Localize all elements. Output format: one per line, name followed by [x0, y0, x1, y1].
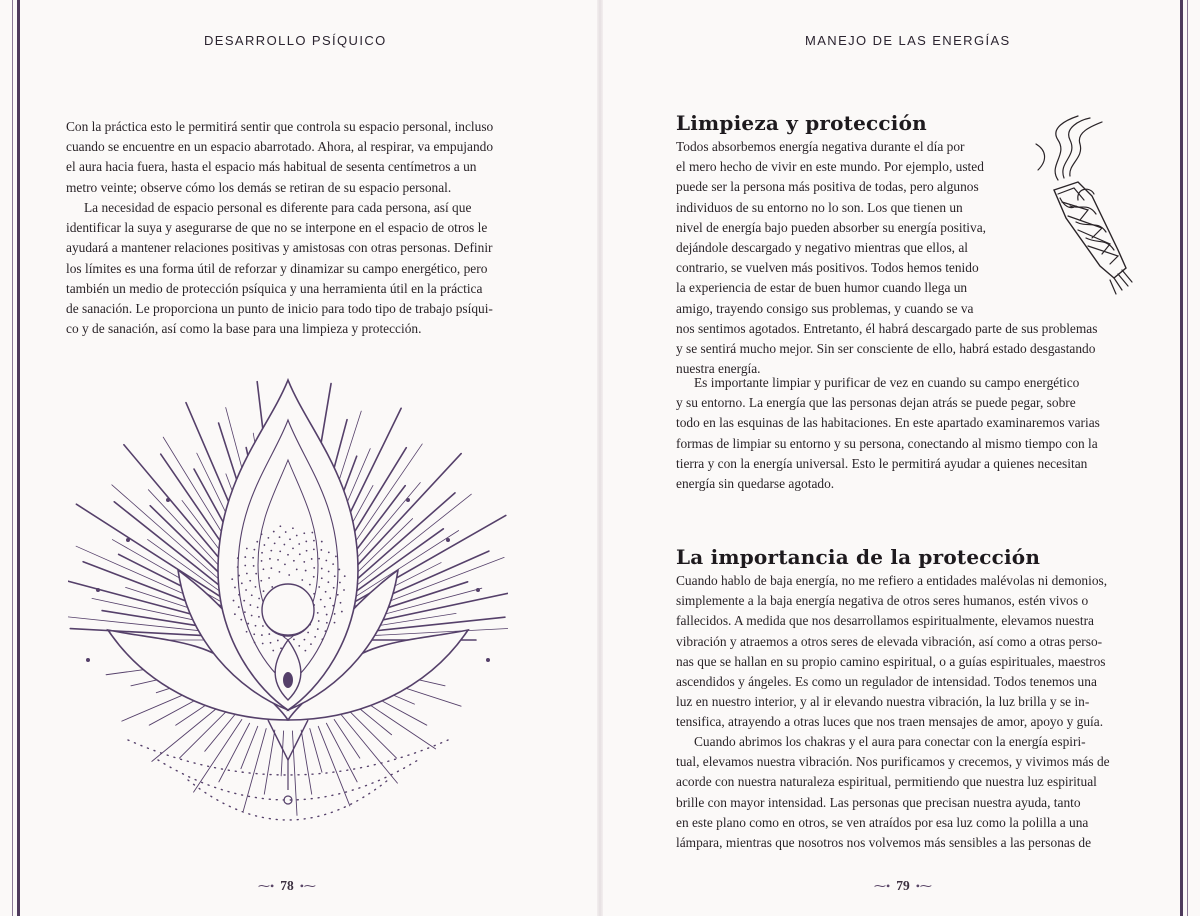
stipple-dot — [279, 525, 281, 527]
stipple-dot — [321, 541, 323, 543]
ray — [205, 715, 235, 751]
stipple-dot — [240, 619, 242, 621]
ray — [326, 723, 357, 782]
text-line: dejándole descargado y negativo mientras que ellos, al — [676, 240, 969, 256]
stipple-dot — [321, 568, 323, 570]
text-line: identificar la suya y asegurarse de que no se interpone en el espacio de otros le — [66, 220, 488, 236]
stipple-dot — [320, 599, 322, 601]
page-number — [258, 878, 316, 894]
stipple-dot — [313, 548, 315, 550]
text-line: y se sentirá mucho mejor. Sin ser consciente de ello, habrá estado desgastando — [676, 341, 1096, 357]
stipple-dot — [244, 556, 246, 558]
stipple-dot — [304, 650, 306, 652]
ray — [281, 731, 283, 776]
text-line: ayudará a mantener relaciones positivas y amistosas con otras personas. Definir — [66, 240, 493, 256]
star-dot — [166, 498, 170, 502]
stipple-dot — [344, 575, 346, 577]
text-line: amigo, trayendo consigo sus problemas, y cuando se va — [676, 300, 974, 316]
stipple-dot — [270, 567, 272, 569]
stipple-dot — [332, 563, 334, 565]
stipple-dot — [293, 560, 295, 562]
text-line: brille con mayor intensidad. Las personas que precisan nuestra ayuda, tanto — [676, 794, 1081, 810]
stipple-dot — [332, 605, 334, 607]
gem-core — [283, 672, 293, 688]
text-line: energía sin quedarse agotado. — [676, 476, 835, 492]
text-line: Todos absorbemos energía negativa durante el día por — [676, 139, 965, 154]
stipple-dot — [263, 568, 265, 570]
text-line: de sanación. Le proporciona un punto de inicio para todo tipo de trabajo psíqui- — [66, 301, 493, 317]
star-dot — [476, 588, 480, 592]
ray — [152, 704, 222, 761]
stipple-dot — [340, 602, 342, 604]
stipple-dot — [234, 587, 236, 589]
stipple-dot — [253, 633, 255, 635]
text-line: lámpara, mientras que nosotros nos volvemos más sensibles a las personas de — [676, 835, 1092, 851]
text-line: cuando se encuentre en un espacio abarrotado. Ahora, al respirar, va empujando — [66, 139, 494, 155]
paragraph — [66, 117, 530, 198]
stipple-dot — [326, 622, 328, 624]
stipple-dot — [238, 594, 240, 596]
stipple-dot — [292, 547, 294, 549]
stipple-dot — [257, 606, 259, 608]
stipple-dot — [255, 625, 257, 627]
stipple-dot — [334, 575, 336, 577]
stipple-dot — [268, 577, 270, 579]
ray — [344, 494, 472, 595]
stipple-dot — [271, 586, 273, 588]
stipple-dot — [246, 573, 248, 575]
text-line: metro veinte; observe cómo los demás se retiran de su espacio personal. — [66, 179, 452, 195]
text-line: puede ser la persona más positiva de todas, pero algunos — [676, 179, 979, 195]
stipple-dot — [301, 579, 303, 581]
stipple-dot — [292, 527, 294, 529]
right-page — [600, 0, 1200, 916]
stipple-dot — [260, 580, 262, 582]
stipple-dot — [303, 532, 305, 534]
text-line: nas que se hallan en su propio camino espiritual, o a guías espirituales, maestros — [676, 653, 1106, 669]
stipple-dot — [245, 589, 247, 591]
page-border — [1180, 0, 1183, 916]
stipple-dot — [279, 571, 281, 573]
ray — [70, 629, 218, 637]
stipple-dot — [313, 567, 315, 569]
star-dot — [486, 658, 490, 662]
text-line: tierra y con la energía universal. Esto le permitirá ayudar a quienes necesitan — [676, 455, 1088, 471]
text-line: co y de sanación, así como la base para una limpieza y protección. — [66, 321, 422, 337]
stipple-dot — [306, 550, 308, 552]
text-line: acorde con nuestra naturaleza espiritual, permitiendo que nuestra luz espiritual — [676, 774, 1097, 790]
stipple-dot — [317, 628, 319, 630]
stipple-dot — [269, 558, 271, 560]
text-line: vibración y atraemos a otros seres de elevada vibración, así como a otras perso- — [676, 633, 1103, 649]
stipple-dot — [277, 559, 279, 561]
stipple-dot — [263, 590, 265, 592]
section-heading: La importancia de la protección — [676, 545, 1041, 569]
stipple-dot — [321, 577, 323, 579]
stipple-dot — [255, 573, 257, 575]
stipple-dot — [258, 616, 260, 618]
stipple-dot — [283, 544, 285, 546]
text-line: el mero hecho de vivir en este mundo. Por ejemplo, usted — [676, 159, 984, 175]
text-line: tensifica, atrayendo a otras luces que nos traen mensajes de amor, apoyo y guía. — [676, 714, 1104, 730]
stipple-dot — [337, 594, 339, 596]
ray — [358, 628, 508, 636]
text-line: Cuando hablo de baja energía, no me refiero a entidades malévolas ni demonios, — [676, 573, 1108, 588]
text-line: los límites es una forma útil de reforzar y dinamizar su campo energético, pero — [66, 260, 488, 276]
stipple-dot — [303, 561, 305, 563]
stipple-dot — [244, 565, 246, 567]
stipple-dot — [318, 558, 320, 560]
stipple-dot — [237, 557, 239, 559]
stipple-dot — [321, 638, 323, 640]
page-number — [874, 878, 932, 894]
stipple-dot — [262, 643, 264, 645]
stipple-dot — [334, 622, 336, 624]
stipple-dot — [338, 569, 340, 571]
stipple-dot — [293, 639, 295, 641]
stipple-dot — [267, 537, 269, 539]
ornament-icon: ⁓• — [258, 878, 275, 893]
stipple-dot — [335, 556, 337, 558]
stipple-dot — [313, 576, 315, 578]
sage-bundle-illustration — [1018, 110, 1138, 300]
stipple-dot — [250, 604, 252, 606]
stipple-dot — [334, 613, 336, 615]
page-border-thin — [12, 0, 13, 916]
paragraph — [676, 732, 1132, 853]
stipple-dot — [317, 612, 319, 614]
stipple-dot — [246, 548, 248, 550]
text-line: contrario, se vuelven más positivos. Todos hemos tenido — [676, 260, 979, 276]
ornament-icon: ⁓• — [874, 878, 891, 893]
ray — [301, 730, 312, 794]
text-line: tual, elevamos nuestra vibración. Nos purificamos y crecemos, y vivimos más de — [676, 754, 1110, 770]
text-line: Cuando abrimos los chakras y el aura para conectar con la energía espiri- — [694, 734, 1086, 749]
stipple-dot — [299, 553, 301, 555]
stipple-dot — [318, 620, 320, 622]
stipple-dot — [296, 535, 298, 537]
stipple-dot — [233, 600, 235, 602]
stipple-dot — [251, 615, 253, 617]
stipple-dot — [254, 642, 256, 644]
running-head: MANEJO DE LAS ENERGÍAS — [805, 33, 1011, 48]
stipple-dot — [289, 538, 291, 540]
stipple-dot — [325, 591, 327, 593]
stipple-dot — [329, 597, 331, 599]
text-line: Con la práctica esto le permitirá sentir que controla su espacio personal, incluso — [66, 119, 494, 134]
stipple-dot — [328, 551, 330, 553]
stipple-dot — [343, 589, 345, 591]
paragraph — [676, 373, 1132, 494]
stipple-dot — [241, 582, 243, 584]
stipple-dot — [305, 541, 307, 543]
stipple-dot — [324, 606, 326, 608]
text-line: simplemente a la baja energía negativa de otros seres humanos, estén vivos o — [676, 593, 1089, 609]
folio-number: 78 — [280, 878, 294, 893]
stipple-dot — [261, 634, 263, 636]
stipple-dot — [261, 560, 263, 562]
stipple-dot — [274, 542, 276, 544]
stipple-dot — [256, 541, 258, 543]
text-line: individuos de su entorno no lo son. Los que tienen un — [676, 199, 963, 215]
stipple-dot — [288, 574, 290, 576]
stipple-dot — [234, 613, 236, 615]
stipple-dot — [313, 540, 315, 542]
stipple-dot — [231, 578, 233, 580]
paragraph — [66, 198, 530, 339]
stipple-dot — [279, 536, 281, 538]
text-line: en este plano como en otros, se ven atraídos por esa luz como la polilla a una — [676, 814, 1089, 830]
stipple-dot — [277, 640, 279, 642]
stipple-dot — [246, 631, 248, 633]
stipple-dot — [244, 611, 246, 613]
stipple-dot — [309, 584, 311, 586]
stipple-dot — [238, 606, 240, 608]
ornament-icon: •⁓ — [915, 878, 932, 893]
stipple-dot — [237, 566, 239, 568]
stipple-dot — [284, 563, 286, 565]
stipple-dot — [314, 636, 316, 638]
text-line: todo en las esquinas de las habitaciones. En este apartado examinaremos varias — [676, 415, 1100, 431]
stipple-dot — [298, 543, 300, 545]
stipple-dot — [249, 580, 251, 582]
stipple-dot — [298, 645, 300, 647]
ray — [264, 730, 275, 794]
stipple-dot — [272, 650, 274, 652]
stipple-dot — [253, 549, 255, 551]
text-line: luz en nuestro interior, y al ir elevando nuestra vibración, la luz brilla y se in- — [676, 694, 1090, 710]
stipple-dot — [270, 642, 272, 644]
star-dot — [86, 658, 90, 662]
ray — [310, 729, 322, 773]
ornament-icon: •⁓ — [299, 878, 316, 893]
stipple-dot — [328, 571, 330, 573]
stipple-dot — [320, 549, 322, 551]
star-dot — [126, 538, 130, 542]
text-line: y su entorno. La energía que las personas dejan atrás se puede pegar, sobre — [676, 395, 1076, 411]
text-line: fallecidos. A medida que nos desarrollamos espiritualmente, elevamos nuestra — [676, 613, 1094, 629]
section-heading: Limpieza y protección — [676, 111, 927, 135]
text-line: La necesidad de espacio personal es diferente para cada persona, así que — [84, 200, 472, 215]
stipple-dot — [243, 600, 245, 602]
diamond — [268, 720, 308, 760]
stipple-dot — [327, 581, 329, 583]
stipple-dot — [325, 560, 327, 562]
stipple-dot — [313, 593, 315, 595]
stipple-dot — [318, 586, 320, 588]
stipple-dot — [339, 582, 341, 584]
stipple-dot — [273, 531, 275, 533]
stipple-dot — [252, 557, 254, 559]
stipple-dot — [262, 625, 264, 627]
stipple-dot — [325, 630, 327, 632]
stipple-dot — [279, 550, 281, 552]
running-head: DESARROLLO PSÍQUICO — [204, 33, 387, 48]
page-border-thin — [1187, 0, 1188, 916]
text-line: también un medio de protección psíquica y una herramienta útil en la práctica — [66, 280, 483, 296]
stipple-dot — [311, 558, 313, 560]
stipple-dot — [341, 611, 343, 613]
folio-number: 79 — [896, 878, 910, 893]
stipple-dot — [255, 586, 257, 588]
stipple-dot — [261, 533, 263, 535]
ray — [334, 720, 360, 759]
stipple-dot — [296, 569, 298, 571]
ray — [194, 720, 242, 793]
stipple-dot — [253, 565, 255, 567]
stipple-dot — [258, 598, 260, 600]
star-dot — [446, 538, 450, 542]
ray — [219, 723, 250, 782]
star-dot — [406, 498, 410, 502]
stipple-dot — [326, 614, 328, 616]
text-line: nivel de energía bajo pueden absorber su energía positiva, — [676, 219, 986, 235]
stipple-dot — [311, 532, 313, 534]
lotus-mandala-illustration — [68, 340, 508, 840]
stipple-dot — [264, 544, 266, 546]
text-line: ascendidos y ángeles. Es como un regulador de intensidad. Todos tenemos una — [676, 674, 1097, 690]
text-line: nos sentimos agotados. Entretanto, él habrá descargado parte de sus problemas — [676, 320, 1098, 336]
stipple-dot — [287, 554, 289, 556]
stipple-dot — [247, 623, 249, 625]
text-line: formas de limpiar su entorno y su persona, conectando al mismo tiempo con la — [676, 435, 1098, 451]
stipple-dot — [285, 531, 287, 533]
stipple-dot — [304, 639, 306, 641]
text-line: la experiencia de estar de buen humor cuando llega un — [676, 280, 968, 296]
text-line: nuestra energía. — [676, 361, 761, 377]
stipple-dot — [251, 594, 253, 596]
text-line: Es importante limpiar y purificar de vez en cuando su campo energético — [694, 375, 1080, 390]
stipple-dot — [238, 575, 240, 577]
page-border — [17, 0, 20, 916]
stipple-dot — [307, 632, 309, 634]
star-dot — [96, 588, 100, 592]
stipple-dot — [268, 633, 270, 635]
ray — [241, 726, 258, 768]
stipple-dot — [261, 552, 263, 554]
text-line: el aura hacia fuera, hasta el espacio más habitual de sesenta centímetros a un — [66, 159, 477, 175]
ray — [342, 715, 398, 783]
stipple-dot — [270, 550, 272, 552]
paragraph — [676, 571, 1132, 733]
stipple-dot — [305, 570, 307, 572]
stipple-dot — [333, 587, 335, 589]
stipple-dot — [310, 643, 312, 645]
